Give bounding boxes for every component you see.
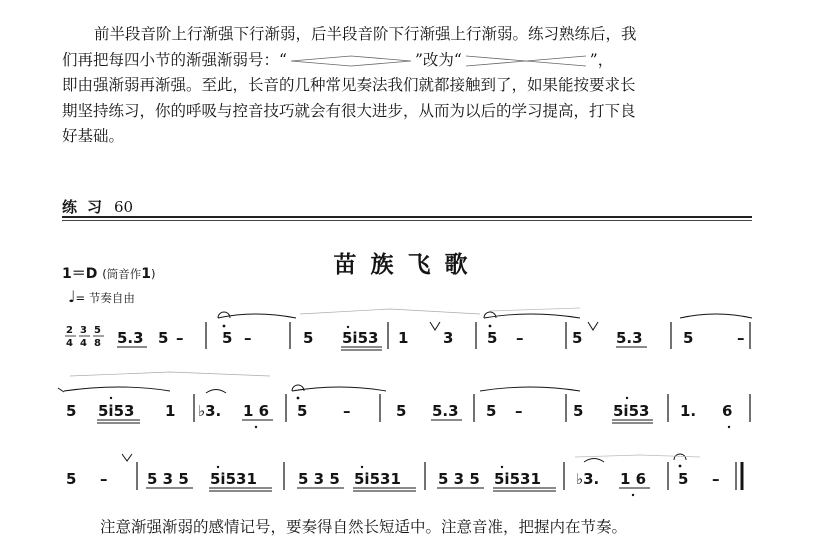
time-sig-denominator: 4 <box>80 338 87 349</box>
note: 1 <box>165 402 176 420</box>
score-row-1 <box>117 329 745 347</box>
note: 5 <box>158 329 169 347</box>
paragraph-line-1: 前半段音阶上行渐强下行渐弱，后半段音阶下行渐强上行渐弱。练习熟练后，我 <box>94 25 637 43</box>
note: 5 <box>303 329 314 347</box>
note: 5i531 <box>354 470 401 488</box>
note: – <box>176 329 184 347</box>
time-signatures <box>66 325 101 349</box>
note: 1 6 <box>243 402 270 420</box>
note: 1 <box>398 329 409 347</box>
note: 6 <box>722 402 733 420</box>
note: – <box>737 329 745 347</box>
note: – <box>244 329 252 347</box>
note: 5.3 <box>432 402 459 420</box>
note: 5 <box>66 402 77 420</box>
key-signature: 1＝D (筒音作1) <box>62 266 156 282</box>
note: 5i531 <box>494 470 541 488</box>
time-sig-denominator: 8 <box>94 338 101 349</box>
note: ♭3. <box>198 402 222 420</box>
note: ♭3. <box>576 470 600 488</box>
time-sig-denominator: 4 <box>66 338 73 349</box>
note: 5 <box>66 470 77 488</box>
tempo-marking: ♩= 节奏自由 <box>68 287 135 306</box>
note: 5 3 5 <box>438 470 480 488</box>
note: 5 3 5 <box>298 470 340 488</box>
note: 5 <box>678 470 689 488</box>
note: 5.3 <box>117 329 144 347</box>
score-row-2 <box>66 402 732 420</box>
note: 3 <box>443 329 454 347</box>
note: – <box>100 470 108 488</box>
time-sig-numerator: 3 <box>80 325 87 336</box>
note: 5i53 <box>342 329 379 347</box>
note: 1 6 <box>620 470 647 488</box>
note: 5.3 <box>616 329 643 347</box>
note: 5i531 <box>210 470 257 488</box>
quarter-note-icon: ♩ <box>68 287 76 306</box>
note: – <box>343 402 351 420</box>
note: 5 <box>486 402 497 420</box>
note: 5 <box>573 402 584 420</box>
score-row-3 <box>66 470 720 488</box>
note: 5 <box>572 329 583 347</box>
note: 5i53 <box>613 402 650 420</box>
note: 5 <box>487 329 498 347</box>
time-sig-numerator: 2 <box>66 325 73 336</box>
note: – <box>712 470 720 488</box>
song-title: 苗族飞歌 <box>333 251 482 278</box>
paragraph-line-3: 即由强渐弱再渐强。至此，长音的几种常见奏法我们就都接触到了，如果能按要求长 <box>62 76 636 94</box>
note: – <box>515 402 523 420</box>
note: 5 <box>396 402 407 420</box>
row1-dots <box>223 325 492 329</box>
paragraph-line-5: 好基础。 <box>62 127 125 145</box>
time-sig-numerator: 5 <box>94 325 101 336</box>
exercise-number: 60 <box>114 198 134 216</box>
note: 5 3 5 <box>147 470 189 488</box>
note: 5i53 <box>98 402 135 420</box>
practice-note: 注意渐强渐弱的感情记号，要奏得自然长短适中。注意音准，把握内在节奏。 <box>100 518 628 536</box>
note: 1. <box>680 402 697 420</box>
exercise-label: 练习 <box>62 198 113 216</box>
note: – <box>516 329 524 347</box>
note: 5 <box>222 329 233 347</box>
paragraph-line-2: 们再把每四小节的渐强渐弱号：“ ”改为“ ”， <box>62 50 614 69</box>
note: 5 <box>297 402 308 420</box>
row1-marks <box>117 308 752 350</box>
paragraph-line-4: 期坚持练习，你的呼吸与控音技巧就会有很大进步，从而为以后的学习提高，打下良 <box>62 101 636 120</box>
note: 5 <box>683 329 694 347</box>
